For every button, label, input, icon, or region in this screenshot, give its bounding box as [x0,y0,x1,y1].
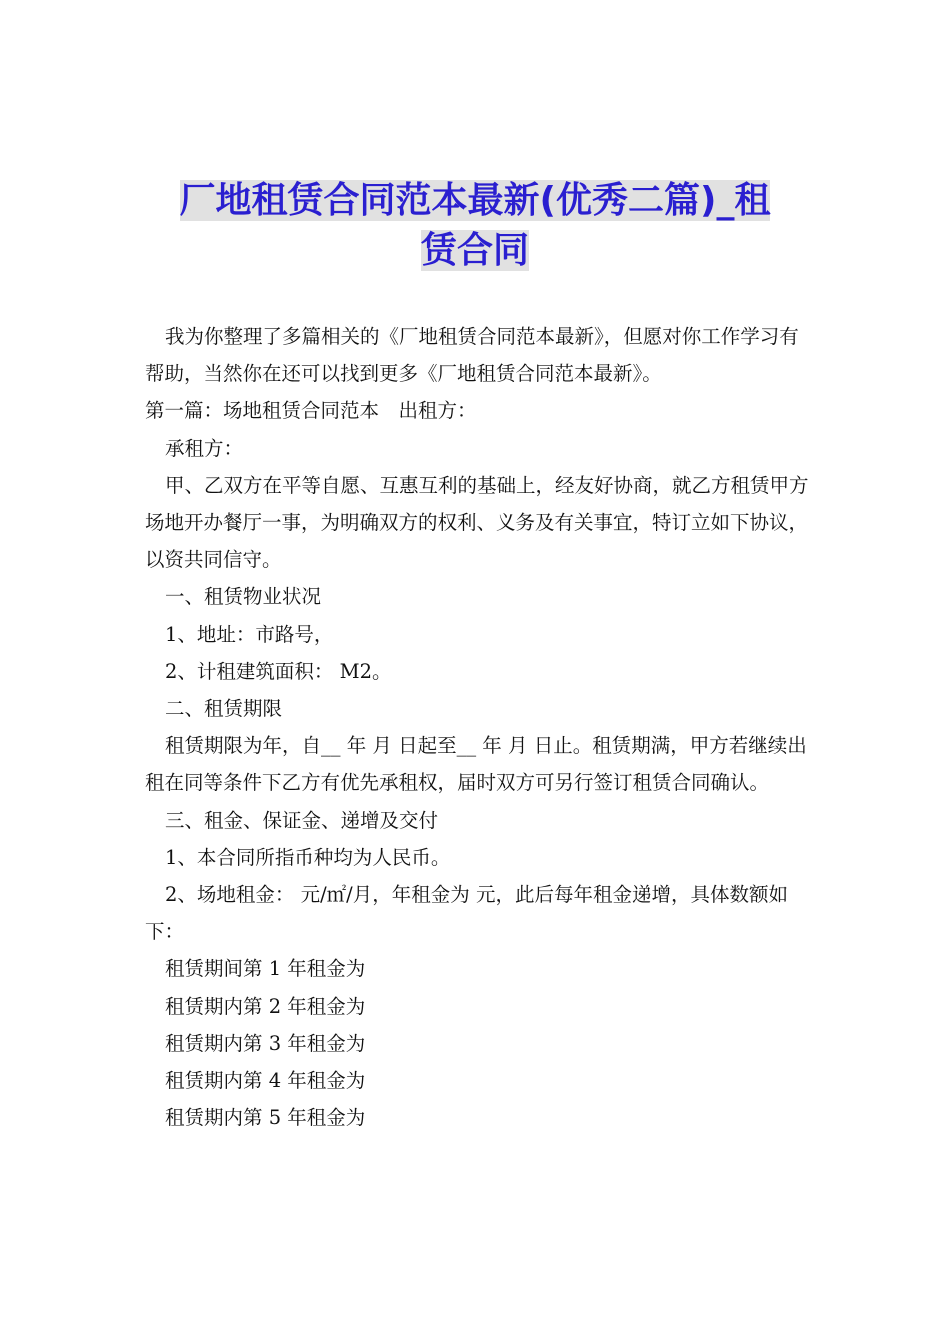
agreement-paragraph: 甲、乙双方在平等自愿、互惠互利的基础上，经友好协商，就乙方租赁甲方场地开办餐厅一事，为明确双方的权利、义务及有关事宜，特订立如下协议，以资共同信守。 [145,473,809,572]
rent-year-3: 租赁期内第 3 年租金为 [165,1031,366,1055]
clause-2-paragraph: 租赁期限为年，自__ 年 月 日起至__ 年 月 日止。租赁期满，甲方若继续出租在同等条件下乙方有优先承租权，届时双方可另行签订租赁合同确认。 [145,734,807,795]
document-body [145,318,810,1136]
document-title [140,176,810,276]
clause-heading-3: 三、租金、保证金、递增及交付 [165,808,439,832]
lessee-line: 承租方： [165,436,244,460]
clause-3-item-2: 2、场地租金： 元/㎡/月，年租金为 元，此后每年租金递增，具体数额如下： [145,883,788,944]
clause-1-item-1: 1、地址：市路号， [165,622,334,646]
clause-heading-2: 二、租赁期限 [165,697,283,721]
rent-year-4: 租赁期内第 4 年租金为 [165,1069,366,1093]
rent-year-1: 租赁期间第 1 年租金为 [165,957,366,981]
section-heading-first: 第一篇：场地租赁合同范本 出租方： [145,399,477,423]
rent-year-5: 租赁期内第 5 年租金为 [165,1106,366,1130]
clause-3-item-1: 1、本合同所指币种均为人民币。 [165,845,451,869]
clause-1-item-2: 2、计租建筑面积： M2。 [165,659,392,683]
clause-heading-1: 一、租赁物业状况 [165,585,322,609]
title-line-2: 赁合同 [420,230,529,271]
intro-paragraph: 我为你整理了多篇相关的《厂地租赁合同范本最新》，但愿对你工作学习有帮助，当然你在还可以找到更多《厂地租赁合同范本最新》。 [145,325,799,386]
rent-year-2: 租赁期内第 2 年租金为 [165,994,366,1018]
title-line-1: 厂地租赁合同范本最新(优秀二篇)_租 [179,180,771,221]
